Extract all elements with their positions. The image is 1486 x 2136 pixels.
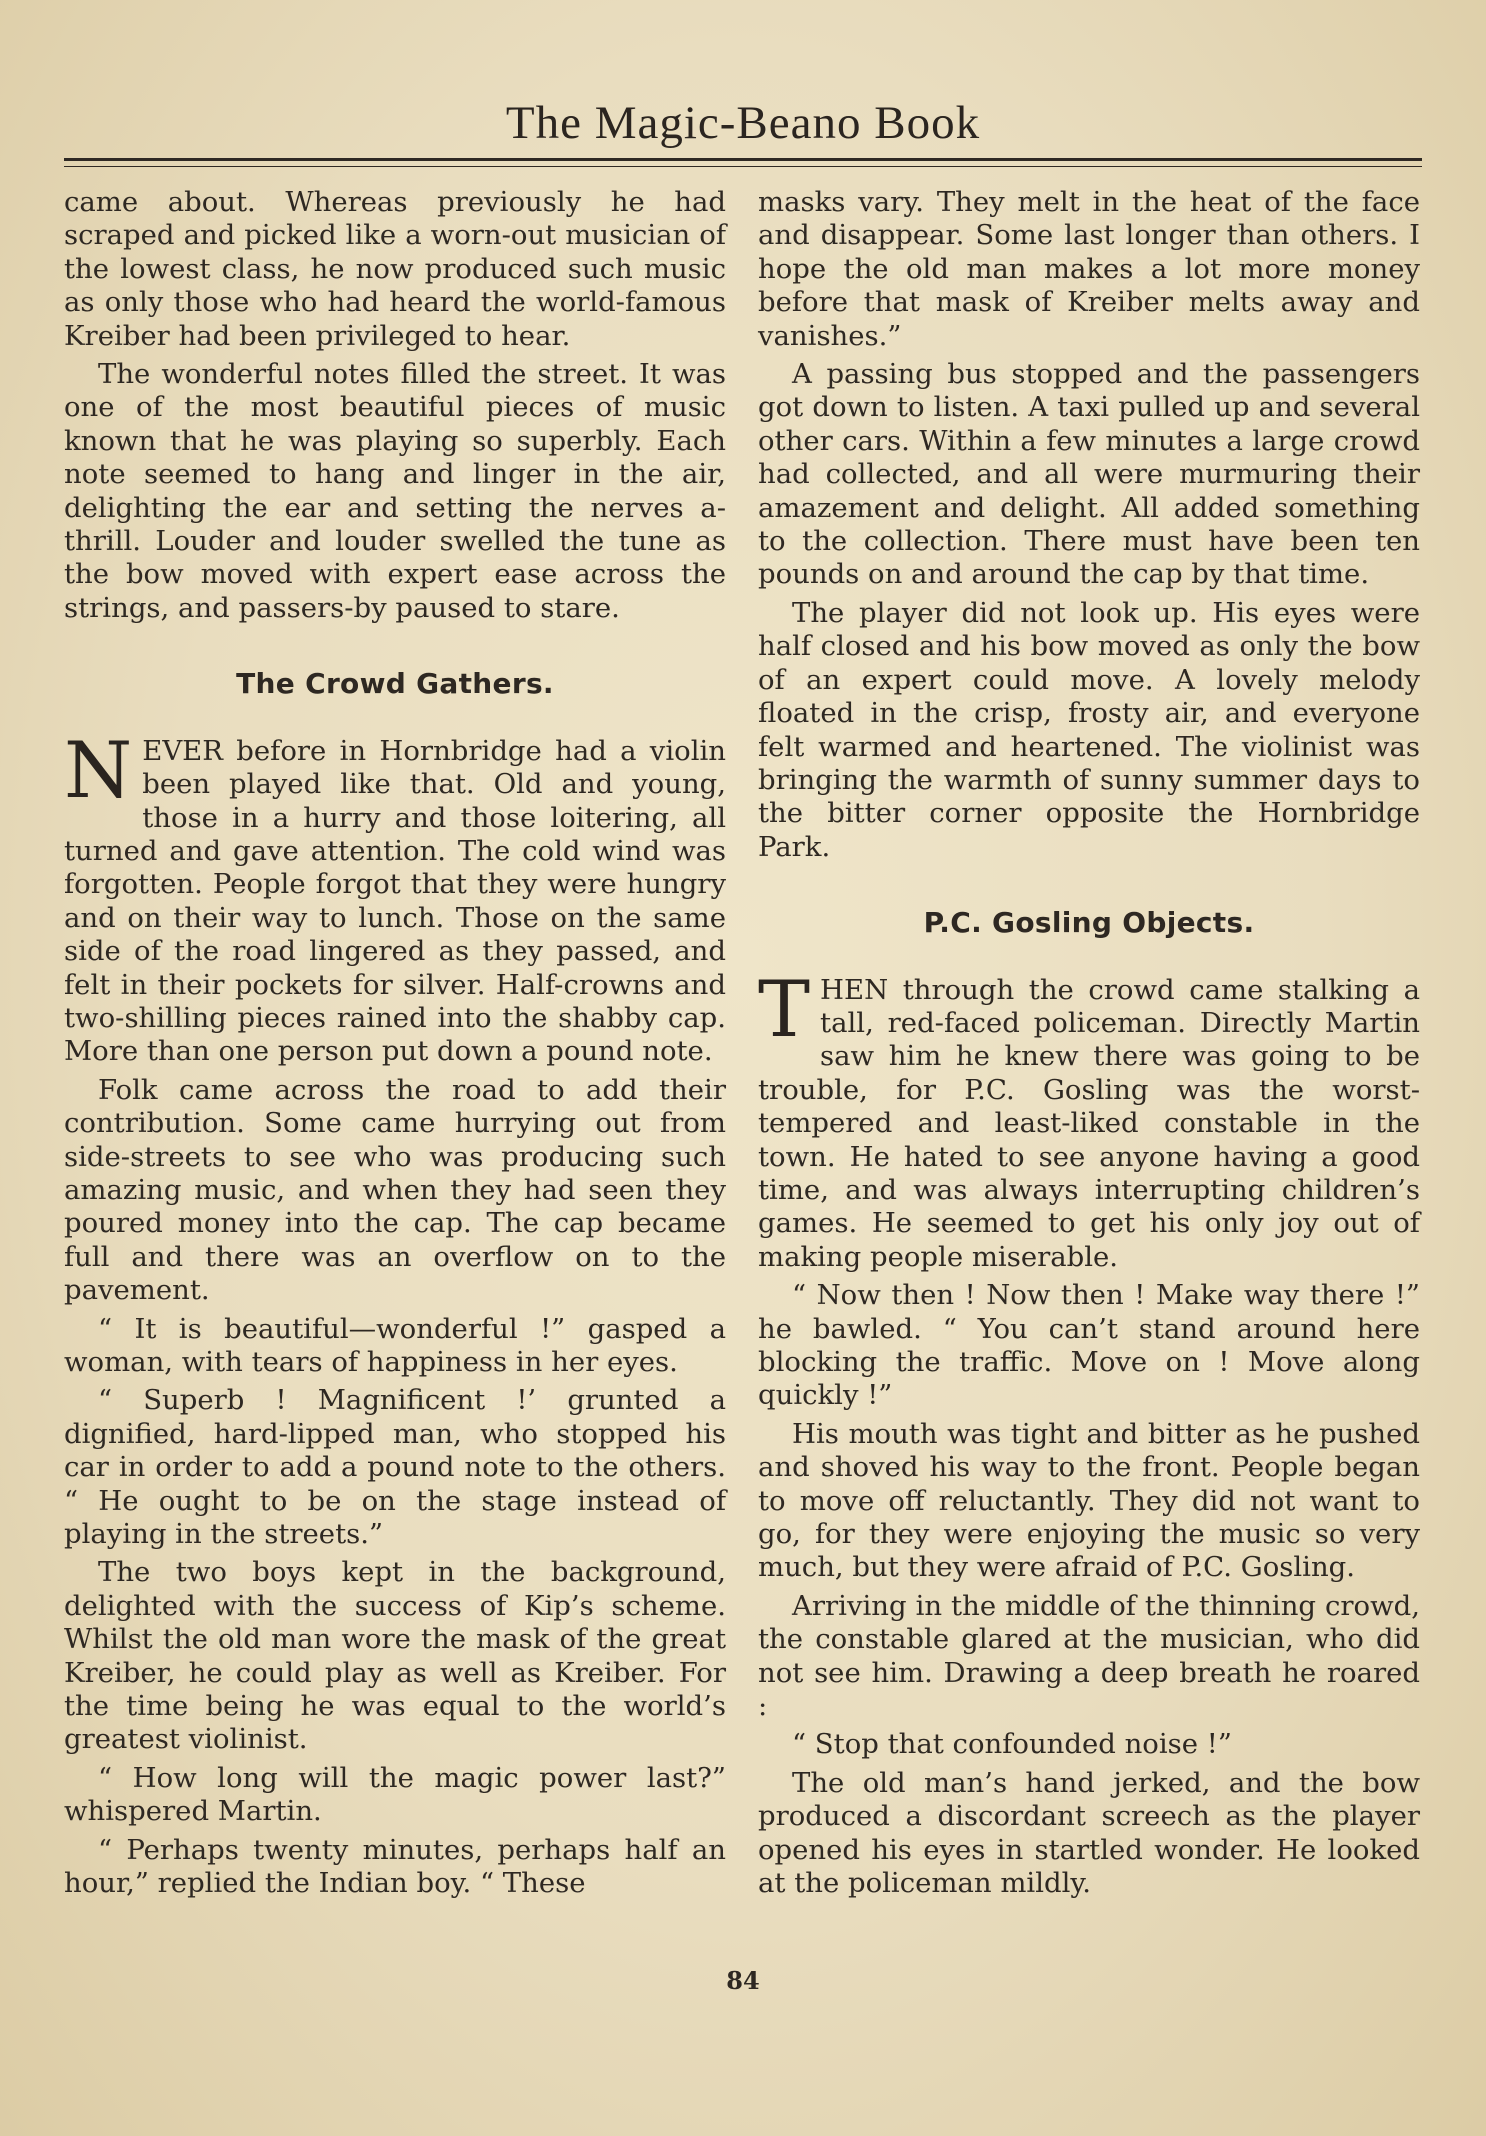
left-column: [64, 186, 726, 1906]
paragraph-text: EVER before in Hornbridge had a violin been played like that. Old and young, those in a hurry and those loitering, all turned and gave attention. The cold wind was forgotten. People forgot that they were hungry and on their way to lunch. Those on the same side of the road lingered as they passed, and felt in their pockets for silver. Half-crowns and two-shilling pieces rained into the shabby cap. More than one person put down a pound note.: [64, 734, 726, 1068]
paragraph: The wonderful notes filled the street. It was one of the most beautiful pieces of music known that he was playing so superbly. Each note seemed to hang and linger in the air, delighting the ear and setting the nerves a-thrill. Louder and louder swelled the tune as the bow moved with expert ease across the strings, and passers-by paused to stare.: [64, 358, 726, 624]
paragraph: A passing bus stopped and the passengers got down to listen. A taxi pulled up and several other cars. Within a few minutes a large crowd had collected, and all were murmuring their amazement and delight. All added something to the collection. There must have been ten pounds on and around the cap by that time.: [758, 358, 1420, 591]
section-heading: The Crowd Gathers.: [236, 667, 554, 701]
section-heading: P.C. Gosling Objects.: [923, 906, 1255, 940]
paragraph: “ Perhaps twenty minutes, perhaps half an hour,” replied the Indian boy. “ These: [64, 1833, 726, 1900]
page-number: 84: [726, 1966, 760, 1995]
paragraph: The player did not look up. His eyes were half closed and his bow moved as only the bow of an expert could move. A lovely melody floated in the crisp, frosty air, and everyone felt warmed and heartened. The violinist was bringing the warmth of sunny summer days to the bitter corner opposite the Hornbridge Park.: [758, 596, 1420, 863]
paragraph: “ It is beautiful—wonderful !” gasped a woman, with tears of happiness in her eyes.: [64, 1312, 726, 1378]
paragraph: The old man’s hand jerked, and the bow produced a discordant screech as the player opened his eyes in startled wonder. He looked at the policeman mildly.: [758, 1766, 1420, 1900]
paragraph: The two boys kept in the background, delighted with the success of Kip’s scheme. Whilst the old man wore the mask of the great Kreiber, he could play as well as Kreiber. For the time being he was equal to the world’s greatest violinist.: [64, 1556, 726, 1756]
paragraph: came about. Whereas previously he had scraped and picked like a worn-out musician of the lowest class, he now produced such music as only those who had heard the world-famous Kreiber had been privileged to hear.: [64, 186, 726, 352]
paragraph-text: HEN through the crowd came stalking a tall, red-faced policeman. Directly Martin saw him he knew there was going to be trouble, for P.C. Gosling was the worst-tempered and least-liked constable in the town. He hated to see anyone having a good time, and was always interrupting children’s games. He seemed to get his only joy out of making people miserable.: [758, 973, 1420, 1273]
running-head-title: The Magic-Beano Book: [505, 97, 981, 149]
paragraph-with-drop-cap: [64, 725, 726, 1069]
header-rule-thin: [64, 166, 1422, 167]
drop-cap: N: [64, 725, 133, 816]
drop-cap: T: [758, 964, 811, 1055]
paragraph-with-drop-cap: [758, 964, 1420, 1275]
paragraph: Arriving in the middle of the thinning crowd, the constable glared at the musician, who did not see him. Drawing a deep breath he roared :: [758, 1589, 1420, 1723]
paragraph: “ How long will the magic power last?” whispered Martin.: [64, 1761, 726, 1828]
header-rule-thick: [64, 158, 1422, 161]
paragraph: “ Now then ! Now then ! Make way there !” he bawled. “ You can’t stand around here blocking the traffic. Move on ! Move along quickly !”: [758, 1279, 1420, 1412]
paragraph: Folk came across the road to add their contribution. Some came hurrying out from side-streets to see who was producing such amazing music, and when they had seen they poured money into the cap. The cap became full and there was an overflow on to the pavement.: [64, 1073, 726, 1307]
right-column: [758, 186, 1420, 1906]
paragraph: “ Stop that confounded noise !”: [792, 1728, 1232, 1761]
paragraph: masks vary. They melt in the heat of the face and disappear. Some last longer than others. I hope the old man makes a lot more money before that mask of Kreiber melts away and vanishes.”: [758, 186, 1420, 352]
paragraph: “ Superb ! Magnificent !’ grunted a dignified, hard-lipped man, who stopped his car in order to add a pound note to the others. “ He ought to be on the stage instead of playing in the streets.”: [64, 1384, 726, 1551]
paragraph: His mouth was tight and bitter as he pushed and shoved his way to the front. People began to move off reluctantly. They did not want to go, for they were enjoying the music so very much, but they were afraid of P.C. Gosling.: [758, 1417, 1420, 1584]
